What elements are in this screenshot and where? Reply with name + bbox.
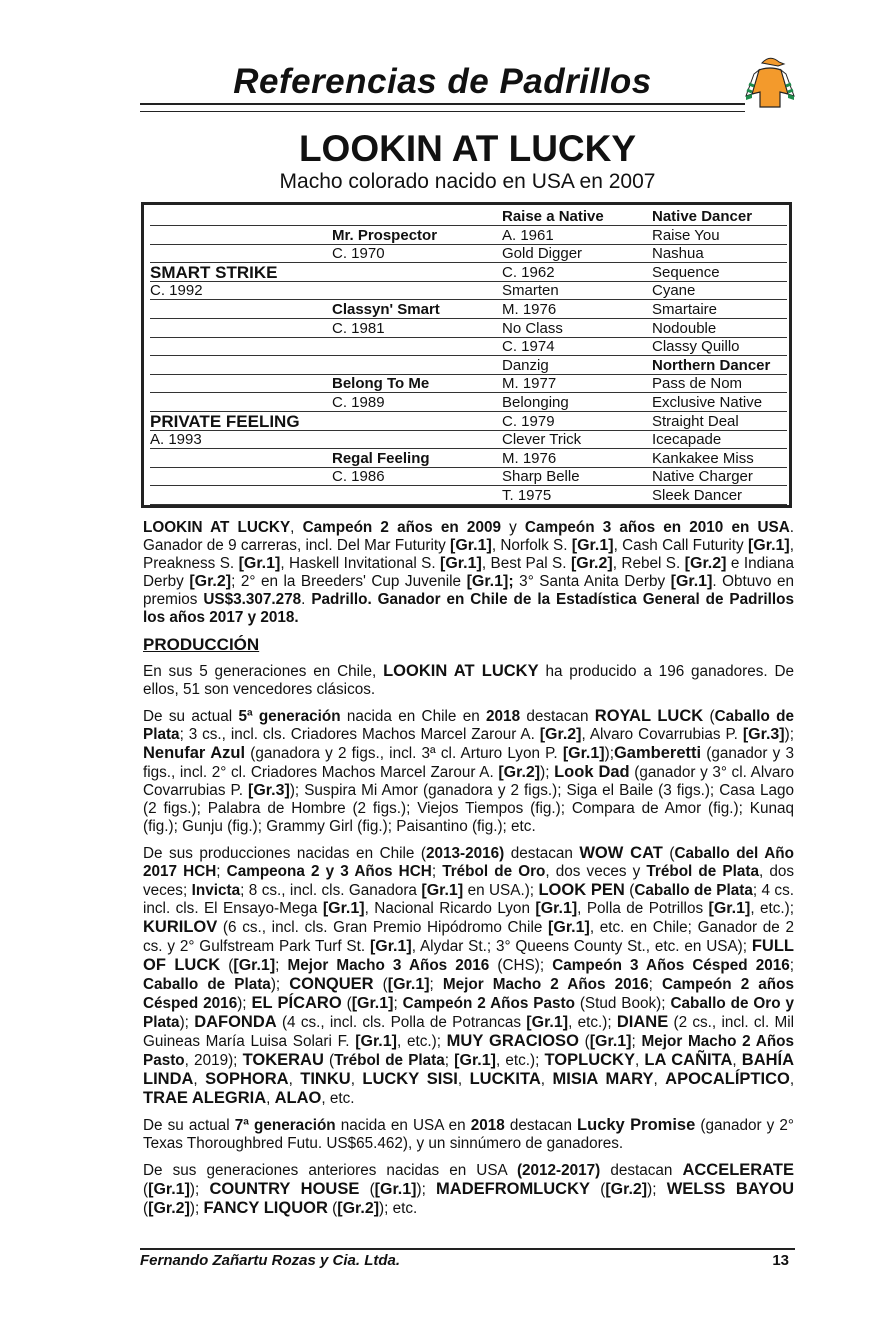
pedigree-row: [150, 245, 787, 263]
pedigree-cell: C. 1979: [502, 412, 555, 430]
production-paragraph-3: De sus producciones nacidas en Chile (2013-2016) destacan WOW CAT (Caballo del Año 2017 HCH; Campeona 2 y 3 Años HCH; Trébol de Oro, dos veces y Trébol de Plata, dos veces; Invicta; 8 cs., incl. cls. Ganadora [Gr.1] en USA.); LOOK PEN (Caballo de Plata; 4 cs. incl. cls. El Ensayo-Mega [Gr.1], Nacional Ricardo Lyon [Gr.1], Polla de Potrillos [Gr.1], etc.); KURILOV (6 cs., incl. cls. Gran Premio Hipódromo Chile [Gr.1], etc. en Chile; Ganador de 2 cs. y 2° Gulfstream Park Turf St. [Gr.1], Alydar St.; 3° Queens County St., etc. en USA); FULL OF LUCK ([Gr.1]; Mejor Macho 3 Años 2016 (CHS); Campeón 3 Años Césped 2016; Caballo de Plata); CONQUER ([Gr.1]; Mejor Macho 2 Años 2016; Campeón 2 años Césped 2016); EL PÍCARO ([Gr.1]; Campeón 2 Años Pasto (Stud Book); Caballo de Oro y Plata); DAFONDA (4 cs., incl. cls. Polla de Potrancas [Gr.1], etc.); DIANE (2 cs., incl. cl. Mil Guineas María Luisa Solari F. [Gr.1], etc.); MUY GRACIOSO ([Gr.1]; Mejor Macho 2 Años Pasto, 2019); TOKERAU (Trébol de Plata; [Gr.1], etc.); TOPLUCKY, LA CAÑITA, BAHÍA LINDA, SOPHORA, TINKU, LUCKY SISI, LUCKITA, MISIA MARY, APOCALÍPTICO, TRAE ALEGRIA, ALAO, etc.: [143, 844, 795, 1107]
production-section: [143, 636, 794, 1226]
pedigree-row: [150, 320, 787, 338]
pedigree-cell: Raise a Native: [502, 208, 604, 225]
pedigree-cell: Classy Quillo: [652, 338, 740, 356]
pedigree-cell: Straight Deal: [652, 412, 739, 430]
pedigree-row: [150, 227, 787, 245]
pedigree-cell: Smartaire: [652, 301, 718, 318]
footer-publisher: Fernando Zañartu Rozas y Cia. Ltda.: [140, 1252, 401, 1269]
production-paragraph-2: De su actual 5ª generación nacida en Chile en 2018 destacan ROYAL LUCK (Caballo de Plata; 3 cs., incl. cls. Criadores Machos Marcel Zarour A. [Gr.2], Alvaro Covarrubias P. [Gr.3]); Nenufar Azul (ganadora y 2 figs., incl. 3ª cl. Arturo Lyon P. [Gr.1]);Gamberetti (ganador y 3 figs., incl. 2° cl. Criadores Machos Marcel Zarour A. [Gr.2]); Look Dad (ganador y 3° cl. Alvaro Covarrubias P. [Gr.3]); Suspira Mi Amor (ganadora y 2 figs.); Siga el Baile (3 figs.); Casa Lago (2 figs.); Palabra de Hombre (2 figs.); Viejos Tiempos (fig.); Compara de Amor (fig.); Kunaq (fig.); Gunju (fig.); Grammy Girl (fig.); Paisantino (fig.); etc.: [143, 707, 795, 835]
jockey-silks-icon: [742, 54, 798, 110]
pedigree-cell: Regal Feeling: [332, 449, 430, 467]
footer-rule: [140, 1248, 795, 1250]
pedigree-cell: Raise You: [652, 226, 720, 244]
pedigree-cell: C. 1970: [332, 245, 385, 263]
header-rule: [140, 103, 745, 112]
pedigree-cell: C. 1962: [502, 263, 555, 281]
pedigree-cell: A. 1961: [502, 226, 554, 244]
pedigree-cell: PRIVATE FEELING: [150, 411, 300, 431]
pedigree-row: [150, 468, 787, 486]
pedigree-cell: M. 1976: [502, 301, 557, 318]
pedigree-cell: M. 1976: [502, 449, 557, 467]
pedigree-row: [150, 338, 787, 356]
pedigree-row: [150, 431, 787, 449]
pedigree-cell: Nodouble: [652, 319, 717, 337]
pedigree-cell: C. 1974: [502, 338, 555, 356]
pedigree-row: [150, 282, 787, 300]
pedigree-row: [150, 487, 787, 505]
pedigree-cell: No Class: [502, 319, 563, 337]
pedigree-row: [150, 413, 787, 431]
pedigree-cell: Sharp Belle: [502, 468, 580, 486]
production-paragraph-1: En sus 5 generaciones en Chile, LOOKIN AT LUCKY ha producido a 196 ganadores. De ellos, 51 son vencedores clásicos.: [143, 662, 794, 698]
pedigree-cell: Exclusive Native: [652, 394, 763, 411]
horse-name: LOOKIN AT LUCKY: [298, 128, 637, 169]
pedigree-row: [150, 208, 787, 226]
pedigree-cell: C. 1992: [150, 282, 203, 300]
pedigree-row: [150, 394, 787, 412]
pedigree-cell: Icecapade: [652, 431, 722, 449]
pedigree-table: [141, 202, 792, 508]
pedigree-cell: Smarten: [502, 282, 559, 300]
pedigree-cell: T. 1975: [502, 487, 552, 504]
pedigree-cell: Sleek Dancer: [652, 487, 743, 504]
pedigree-cell: A. 1993: [150, 431, 202, 449]
pedigree-cell: Mr. Prospector: [332, 226, 438, 244]
summary-paragraph: LOOKIN AT LUCKY, Campeón 2 años en 2009 y Campeón 3 años en 2010 en USA. Ganador de 9 carreras, incl. Del Mar Futurity [Gr.1], Norfolk S. [Gr.1], Cash Call Futurity [Gr.1], Preakness S. [Gr.1], Haskell Invitational S. [Gr.1], Best Pal S. [Gr.2], Rebel S. [Gr.2] e Indiana Derby [Gr.2]; 2° en la Breeders' Cup Juvenile [Gr.1]; 3° Santa Anita Derby [Gr.1]. Obtuvo en premios US$3.307.278. Padrillo. Ganador en Chile de la Estadística General de Padrillos los años 2017 y 2018.: [143, 519, 795, 626]
production-paragraph-5: De sus generaciones anteriores nacidas en USA (2012-2017) destacan ACCELERATE ([Gr.1]); COUNTRY HOUSE ([Gr.1]); MADEFROMLUCKY ([Gr.2]); WELSS BAYOU ([Gr.2]); FANCY LIQUOR ([Gr.2]); etc.: [143, 1161, 794, 1217]
pedigree-cell: Kankakee Miss: [652, 449, 754, 467]
production-paragraph-4: De su actual 7ª generación nacida en USA en 2018 destacan Lucky Promise (ganador y 2° Texas Thoroughbred Futu. US$65.462), y un sinnúmero de ganadores.: [143, 1116, 795, 1152]
pedigree-row: [150, 450, 787, 468]
page-header-title: Referencias de Padrillos: [233, 62, 652, 101]
pedigree-cell: Danzig: [502, 356, 549, 374]
pedigree-cell: Native Dancer: [652, 208, 753, 225]
pedigree-cell: Belonging: [502, 394, 569, 411]
page-number: 13: [772, 1252, 789, 1269]
pedigree-cell: Belong To Me: [332, 375, 430, 393]
pedigree-row: [150, 357, 787, 375]
pedigree-cell: C. 1989: [332, 394, 385, 411]
pedigree-cell: Gold Digger: [502, 245, 583, 263]
pedigree-cell: Nashua: [652, 245, 704, 263]
horse-description: Macho colorado nacido en USA en 2007: [279, 170, 656, 193]
pedigree-cell: SMART STRIKE: [150, 262, 278, 282]
pedigree-cell: Native Charger: [652, 468, 753, 486]
pedigree-cell: Sequence: [652, 263, 720, 281]
pedigree-row: [150, 264, 787, 282]
pedigree-cell: C. 1981: [332, 319, 385, 337]
production-heading: PRODUCCIÓN: [143, 635, 260, 654]
pedigree-cell: M. 1977: [502, 375, 557, 393]
pedigree-cell: C. 1986: [332, 468, 385, 486]
pedigree-row: [150, 301, 787, 319]
pedigree-row: [150, 375, 787, 393]
pedigree-cell: Classyn' Smart: [332, 301, 440, 318]
pedigree-cell: Pass de Nom: [652, 375, 743, 393]
pedigree-cell: Clever Trick: [502, 431, 582, 449]
pedigree-cell: Cyane: [652, 282, 696, 300]
pedigree-cell: Northern Dancer: [652, 356, 771, 374]
